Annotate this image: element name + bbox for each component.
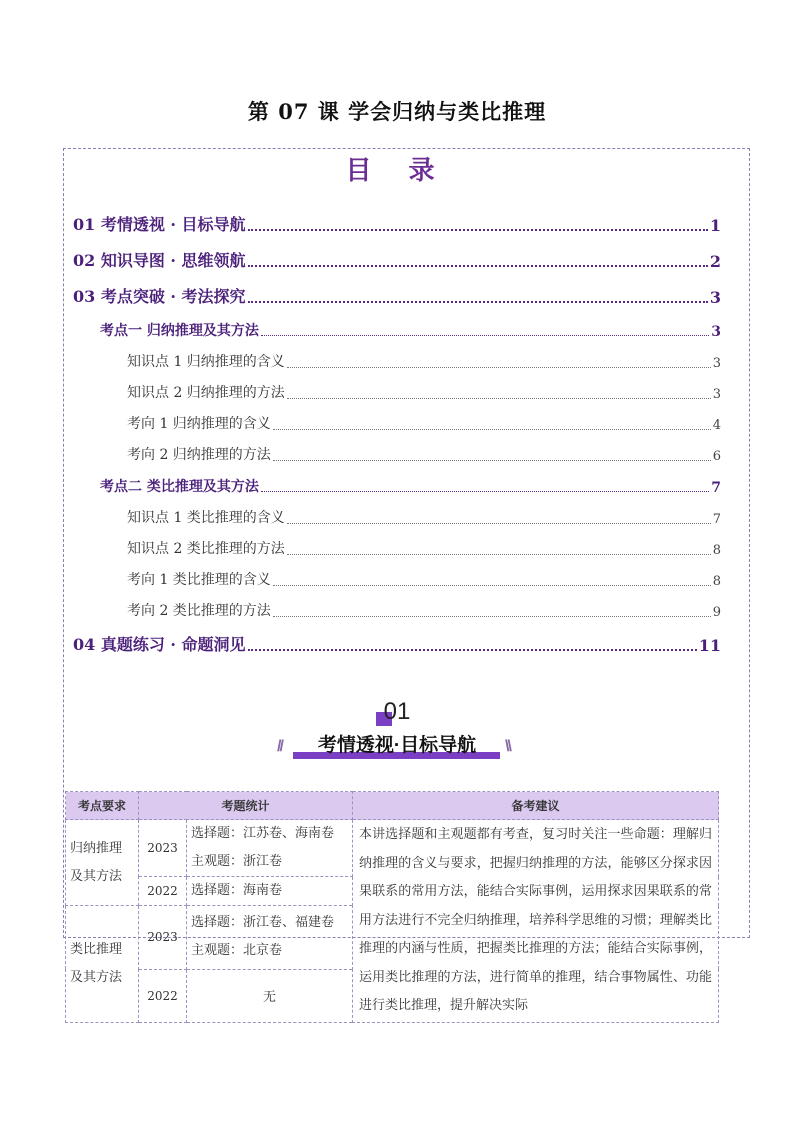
toc-entry-title: 考向 2 归纳推理的方法 — [127, 447, 271, 463]
toc-leader — [248, 300, 708, 303]
year-cell: 2022 — [139, 969, 187, 1022]
toc-leader — [287, 522, 711, 524]
table-header-cell: 考题统计 — [139, 792, 353, 820]
toc-entry-title: 02 知识导图 · 思维领航 — [73, 251, 246, 270]
decor-slashes-right: \\ — [505, 738, 510, 755]
toc-entry-page: 3 — [709, 288, 721, 307]
toc-entry-page: 7 — [711, 480, 721, 496]
toc-leader — [287, 366, 711, 368]
stats-line: 选择题：江苏卷、海南卷 — [191, 826, 335, 841]
table-header-row — [66, 792, 719, 820]
toc-entry[interactable] — [100, 476, 721, 496]
toc-entry-title: 知识点 1 类比推理的含义 — [127, 510, 285, 526]
toc-entry[interactable] — [127, 507, 721, 527]
toc-entry[interactable] — [127, 569, 721, 589]
toc-leader — [273, 615, 711, 617]
toc-entry[interactable] — [127, 600, 721, 620]
toc-entry-page: 8 — [712, 543, 721, 558]
toc-leader — [248, 228, 708, 231]
toc-entry-title: 知识点 1 归纳推理的含义 — [127, 354, 285, 370]
toc-leader — [248, 648, 697, 651]
toc-entry-page: 3 — [712, 387, 721, 402]
toc-entry-page: 3 — [712, 356, 721, 371]
toc-entry[interactable] — [73, 248, 721, 271]
stats-cell — [187, 877, 353, 906]
toc-leader — [273, 584, 711, 586]
suggestion-cell: 本讲选择题和主观题都有考查，复习时关注一些命题：理解归纳推理的含义与要求，把握归纳推理的方法，能够区分探求因果联系的常用方法，能结合实际事例，运用探求因果联系的常用方法进行不完全归纳推理，培养科学思维的习惯；理解类比推理的内涵与性质，把握类比推理的方法；能结合实际事例，运用类比推理的方法，进行简单的推理，结合事物属性、功能进行类比推理，提升解决实际 — [353, 820, 719, 1023]
toc-leader — [273, 428, 711, 430]
toc-entry-page: 8 — [712, 574, 721, 589]
toc-leader — [261, 334, 709, 336]
decor-slashes-left: // — [277, 738, 282, 755]
section-title: 考情透视·目标导航 — [317, 735, 477, 756]
toc-entry-title: 知识点 2 类比推理的方法 — [127, 541, 285, 557]
toc-entry[interactable] — [127, 538, 721, 558]
toc-entry[interactable] — [73, 212, 721, 235]
stats-line: 主观题：浙江卷 — [191, 854, 283, 869]
year-cell: 2022 — [139, 877, 187, 906]
toc-entry[interactable] — [73, 632, 721, 655]
toc-entry-title: 04 真题练习 · 命题洞见 — [73, 635, 246, 654]
toc-entry-title: 01 考情透视 · 目标导航 — [73, 215, 246, 234]
toc-entry-title: 考向 1 归纳推理的含义 — [127, 416, 271, 432]
toc-entry-page: 4 — [712, 418, 721, 433]
toc-entry[interactable] — [127, 382, 721, 402]
stats-cell — [187, 906, 353, 970]
stats-line: 主观题：北京卷 — [191, 943, 283, 959]
table-header-cell: 备考建议 — [353, 792, 719, 820]
toc-entry[interactable] — [73, 284, 721, 307]
toc-entry[interactable] — [100, 320, 721, 340]
toc-entry-page: 2 — [709, 252, 721, 271]
toc-leader — [287, 553, 711, 555]
table-row — [66, 820, 719, 877]
page-title: 第 07 课 学会归纳与类比推理 — [247, 99, 547, 124]
toc-leader — [261, 490, 709, 492]
stats-cell: 无 — [187, 969, 353, 1022]
requirement-cell: 类比推理及其方法 — [66, 906, 139, 1023]
year-cell: 2023 — [139, 820, 187, 877]
toc-entry-page: 9 — [712, 605, 721, 620]
toc-entry-title: 知识点 2 归纳推理的方法 — [127, 385, 285, 401]
stats-line: 选择题：海南卷 — [191, 883, 283, 898]
toc-entry-page: 1 — [709, 216, 721, 235]
toc-entry-page: 3 — [711, 324, 721, 340]
section-number: 01 — [383, 698, 411, 725]
toc-entry-page: 6 — [712, 449, 721, 464]
stats-cell — [187, 820, 353, 877]
toc-heading: 目 录 — [345, 156, 449, 186]
toc-entry-page: 7 — [712, 512, 721, 527]
toc-entry[interactable] — [127, 413, 721, 433]
toc-entry-page: 11 — [698, 636, 721, 655]
toc-leader — [248, 264, 708, 267]
toc-entry[interactable] — [127, 351, 721, 371]
toc-entry-title: 考向 2 类比推理的方法 — [127, 603, 271, 619]
toc-leader — [287, 397, 711, 399]
toc-leader — [273, 459, 711, 461]
toc-entry-title: 考点一 归纳推理及其方法 — [100, 323, 259, 339]
toc-entry[interactable] — [127, 444, 721, 464]
toc-entry-title: 考向 1 类比推理的含义 — [127, 572, 271, 588]
year-cell: 2023 — [139, 906, 187, 970]
stats-line: 选择题：浙江卷、福建卷 — [191, 915, 335, 931]
exam-overview-table — [65, 791, 719, 1023]
requirement-cell: 归纳推理及其方法 — [66, 820, 139, 906]
toc-entry-title: 03 考点突破 · 考法探究 — [73, 287, 246, 306]
toc-entry-title: 考点二 类比推理及其方法 — [100, 479, 259, 495]
table-header-cell: 考点要求 — [66, 792, 139, 820]
